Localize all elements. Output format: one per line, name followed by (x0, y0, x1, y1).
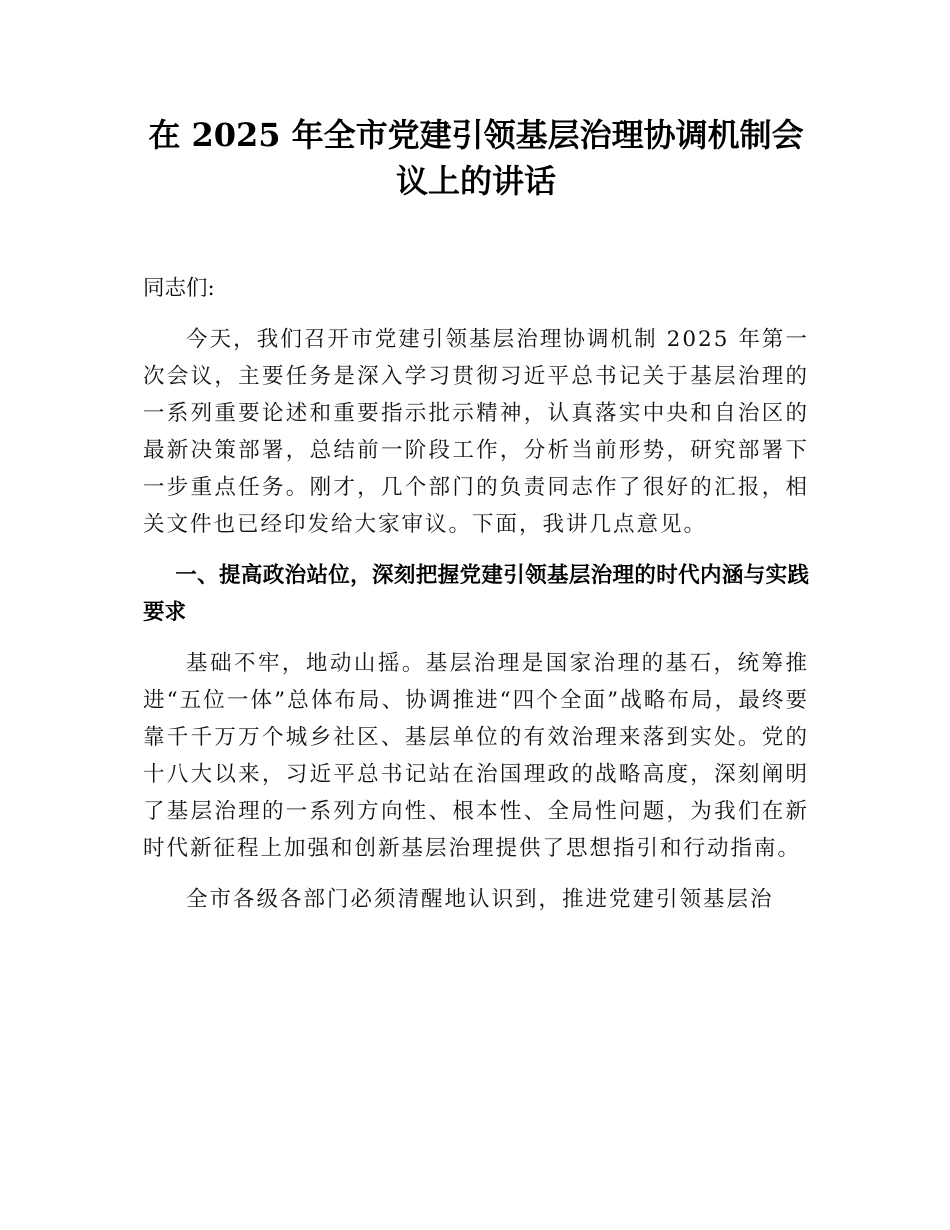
document-body (143, 270, 809, 932)
intro-paragraph: 今天，我们召开市党建引领基层治理协调机制 2025 年第一次会议，主要任务是深入学习贯彻习近平总书记关于基层治理的一系列重要论述和重要指示批示精神，认真落实中央和自治区的最新决策部署，总结前一阶段工作，分析当前形势，研究部署下一步重点任务。刚才，几个部门的负责同志作了很好的汇报，相关文件也已经印发给大家审议。下面，我讲几点意见。 (143, 327, 809, 537)
section-1-heading: 一、提高政治站位，深刻把握党建引领基层治理的时代内涵与实践要求 (143, 563, 809, 625)
greeting: 同志们: (143, 276, 215, 301)
page-title: 在 2025 年全市党建引领基层治理协调机制会议上的讲话 (148, 116, 804, 200)
section-1-paragraph: 基础不牢，地动山摇。基层治理是国家治理的基石，统筹推进“五位一体”总体布局、协调推进“四个全面”战略布局，最终要靠千千万万个城乡社区、基层单位的有效治理来落到实处。党的十八大以来，习近平总书记站在治国理政的战略高度，深刻阐明了基层治理的一系列方向性、根本性、全局性问题，为我们在新时代新征程上加强和创新基层治理提供了思想指引和行动指南。 (143, 651, 809, 861)
section-1-paragraph: 全市各级各部门必须清醒地认识到，推进党建引领基层治 (186, 887, 774, 912)
